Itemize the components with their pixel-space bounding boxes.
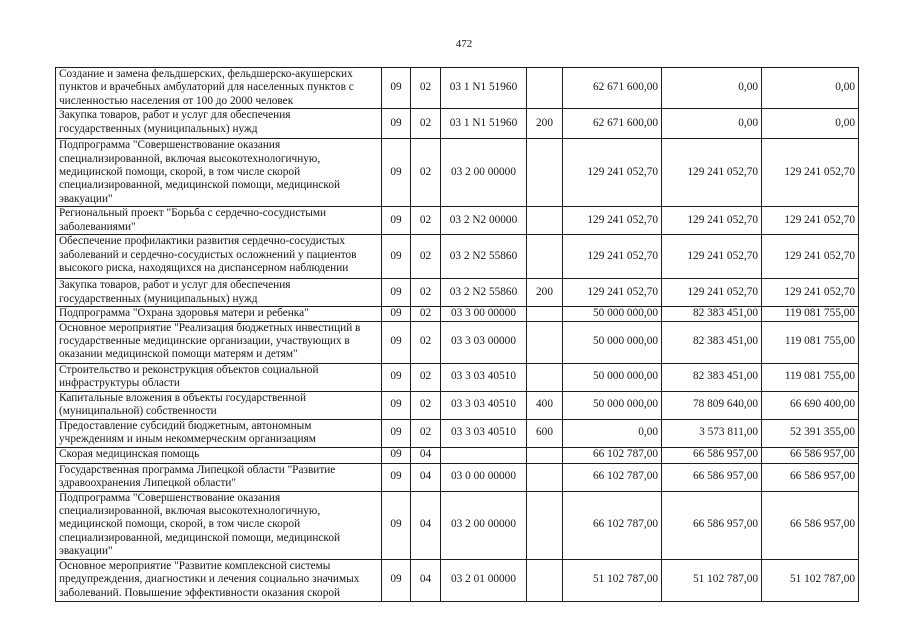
amount-column-1: 66 102 787,00 <box>563 447 662 463</box>
amount-column-3: 119 081 755,00 <box>762 307 859 321</box>
section-code: 09 <box>382 419 411 447</box>
table-row <box>56 207 859 235</box>
amount-column-3: 51 102 787,00 <box>762 559 859 601</box>
expense-type-code: 400 <box>527 391 563 419</box>
budget-table-body <box>56 68 859 602</box>
amount-column-1: 129 241 052,70 <box>563 235 662 279</box>
subsection-code: 04 <box>411 463 441 491</box>
amount-column-1: 62 671 600,00 <box>563 109 662 139</box>
amount-column-3: 66 690 400,00 <box>762 391 859 419</box>
amount-column-3: 52 391 355,00 <box>762 419 859 447</box>
subsection-code: 02 <box>411 363 441 391</box>
amount-column-3: 0,00 <box>762 109 859 139</box>
section-code: 09 <box>382 463 411 491</box>
row-description: Создание и замена фельдшерских, фельдшерско-акушерских пунктов и врачебных амбулаторий для населенных пунктов с численностью населения от 100 до 2000 человек <box>56 68 382 109</box>
section-code: 09 <box>382 109 411 139</box>
amount-column-2: 66 586 957,00 <box>662 447 762 463</box>
expense-type-code <box>527 68 563 109</box>
amount-column-1: 62 671 600,00 <box>563 68 662 109</box>
amount-column-2: 82 383 451,00 <box>662 307 762 321</box>
row-description: Предоставление субсидий бюджетным, автономным учреждениям и иным некоммерческим организациям <box>56 419 382 447</box>
budget-table <box>55 67 859 602</box>
row-description: Строительство и реконструкция объектов социальной инфраструктуры области <box>56 363 382 391</box>
target-article-code: 03 2 N2 55860 <box>441 279 527 307</box>
amount-column-2: 51 102 787,00 <box>662 559 762 601</box>
row-description: Подпрограмма "Совершенствование оказания специализированной, включая высокотехнологичную, медицинской помощи, скорой, в том числе скорой специализированной, медицинской помощи, медицинской эвакуации" <box>56 491 382 559</box>
table-row <box>56 307 859 321</box>
expense-type-code <box>527 447 563 463</box>
section-code: 09 <box>382 363 411 391</box>
table-row <box>56 109 859 139</box>
amount-column-2: 129 241 052,70 <box>662 279 762 307</box>
target-article-code: 03 3 03 00000 <box>441 321 527 363</box>
target-article-code: 03 3 00 00000 <box>441 307 527 321</box>
section-code: 09 <box>382 391 411 419</box>
section-code: 09 <box>382 139 411 207</box>
target-article-code: 03 2 01 00000 <box>441 559 527 601</box>
expense-type-code: 200 <box>527 279 563 307</box>
amount-column-2: 0,00 <box>662 68 762 109</box>
expense-type-code <box>527 321 563 363</box>
section-code: 09 <box>382 235 411 279</box>
target-article-code: 03 1 N1 51960 <box>441 68 527 109</box>
target-article-code: 03 2 00 00000 <box>441 491 527 559</box>
amount-column-1: 50 000 000,00 <box>563 391 662 419</box>
amount-column-3: 129 241 052,70 <box>762 139 859 207</box>
subsection-code: 04 <box>411 447 441 463</box>
expense-type-code <box>527 139 563 207</box>
target-article-code: 03 2 00 00000 <box>441 139 527 207</box>
row-description: Капитальные вложения в объекты государственной (муниципальной) собственности <box>56 391 382 419</box>
table-row <box>56 447 859 463</box>
amount-column-3: 129 241 052,70 <box>762 279 859 307</box>
row-description: Основное мероприятие "Развитие комплексной системы предупреждения, диагностики и лечения социально значимых заболеваний. Повышение эффективности оказания скорой <box>56 559 382 601</box>
amount-column-1: 66 102 787,00 <box>563 463 662 491</box>
subsection-code: 02 <box>411 235 441 279</box>
subsection-code: 02 <box>411 307 441 321</box>
section-code: 09 <box>382 321 411 363</box>
amount-column-3: 119 081 755,00 <box>762 321 859 363</box>
amount-column-1: 0,00 <box>563 419 662 447</box>
amount-column-3: 66 586 957,00 <box>762 491 859 559</box>
table-row <box>56 363 859 391</box>
amount-column-2: 129 241 052,70 <box>662 235 762 279</box>
amount-column-2: 129 241 052,70 <box>662 139 762 207</box>
row-description: Закупка товаров, работ и услуг для обеспечения государственных (муниципальных) нужд <box>56 109 382 139</box>
target-article-code: 03 1 N1 51960 <box>441 109 527 139</box>
amount-column-3: 0,00 <box>762 68 859 109</box>
amount-column-1: 50 000 000,00 <box>563 321 662 363</box>
subsection-code: 02 <box>411 419 441 447</box>
expense-type-code <box>527 491 563 559</box>
target-article-code: 03 2 N2 00000 <box>441 207 527 235</box>
amount-column-1: 66 102 787,00 <box>563 491 662 559</box>
row-description: Закупка товаров, работ и услуг для обеспечения государственных (муниципальных) нужд <box>56 279 382 307</box>
section-code: 09 <box>382 279 411 307</box>
amount-column-1: 129 241 052,70 <box>563 279 662 307</box>
amount-column-3: 66 586 957,00 <box>762 463 859 491</box>
expense-type-code: 200 <box>527 109 563 139</box>
table-row <box>56 491 859 559</box>
target-article-code: 03 3 03 40510 <box>441 363 527 391</box>
table-row <box>56 559 859 601</box>
table-row <box>56 139 859 207</box>
table-row <box>56 321 859 363</box>
row-description: Обеспечение профилактики развития сердечно-сосудистых заболеваний и сердечно-сосудистых осложнений у пациентов высокого риска, находящихся на диспансерном наблюдении <box>56 235 382 279</box>
amount-column-1: 129 241 052,70 <box>563 139 662 207</box>
subsection-code: 02 <box>411 279 441 307</box>
amount-column-2: 3 573 811,00 <box>662 419 762 447</box>
amount-column-3: 129 241 052,70 <box>762 207 859 235</box>
subsection-code: 02 <box>411 139 441 207</box>
table-row <box>56 391 859 419</box>
expense-type-code <box>527 559 563 601</box>
row-description: Подпрограмма "Совершенствование оказания специализированной, включая высокотехнологичную, медицинской помощи, скорой, в том числе скорой специализированной, медицинской помощи, медицинской эвакуации" <box>56 139 382 207</box>
subsection-code: 02 <box>411 109 441 139</box>
section-code: 09 <box>382 447 411 463</box>
amount-column-1: 51 102 787,00 <box>563 559 662 601</box>
row-description: Подпрограмма "Охрана здоровья матери и ребенка" <box>56 307 382 321</box>
amount-column-2: 66 586 957,00 <box>662 491 762 559</box>
target-article-code: 03 3 03 40510 <box>441 419 527 447</box>
subsection-code: 02 <box>411 207 441 235</box>
amount-column-2: 129 241 052,70 <box>662 207 762 235</box>
expense-type-code <box>527 363 563 391</box>
amount-column-1: 129 241 052,70 <box>563 207 662 235</box>
subsection-code: 02 <box>411 68 441 109</box>
table-row <box>56 463 859 491</box>
section-code: 09 <box>382 559 411 601</box>
amount-column-3: 119 081 755,00 <box>762 363 859 391</box>
row-description: Основное мероприятие "Реализация бюджетных инвестиций в государственные медицинские организации, участвующих в оказании медицинской помощи матерям и детям" <box>56 321 382 363</box>
amount-column-1: 50 000 000,00 <box>563 363 662 391</box>
target-article-code: 03 2 N2 55860 <box>441 235 527 279</box>
amount-column-2: 0,00 <box>662 109 762 139</box>
subsection-code: 02 <box>411 321 441 363</box>
expense-type-code <box>527 235 563 279</box>
target-article-code <box>441 447 527 463</box>
page-number: 472 <box>455 38 473 50</box>
amount-column-2: 66 586 957,00 <box>662 463 762 491</box>
row-description: Государственная программа Липецкой области "Развитие здравоохранения Липецкой области" <box>56 463 382 491</box>
table-row <box>56 235 859 279</box>
subsection-code: 04 <box>411 559 441 601</box>
expense-type-code: 600 <box>527 419 563 447</box>
amount-column-2: 82 383 451,00 <box>662 321 762 363</box>
subsection-code: 04 <box>411 491 441 559</box>
amount-column-1: 50 000 000,00 <box>563 307 662 321</box>
section-code: 09 <box>382 207 411 235</box>
amount-column-3: 129 241 052,70 <box>762 235 859 279</box>
expense-type-code <box>527 207 563 235</box>
section-code: 09 <box>382 68 411 109</box>
target-article-code: 03 3 03 40510 <box>441 391 527 419</box>
subsection-code: 02 <box>411 391 441 419</box>
table-row <box>56 419 859 447</box>
amount-column-2: 78 809 640,00 <box>662 391 762 419</box>
section-code: 09 <box>382 491 411 559</box>
amount-column-2: 82 383 451,00 <box>662 363 762 391</box>
expense-type-code <box>527 463 563 491</box>
target-article-code: 03 0 00 00000 <box>441 463 527 491</box>
row-description: Региональный проект "Борьба с сердечно-сосудистыми заболеваниями" <box>56 207 382 235</box>
table-row <box>56 68 859 109</box>
table-row <box>56 279 859 307</box>
row-description: Скорая медицинская помощь <box>56 447 382 463</box>
section-code: 09 <box>382 307 411 321</box>
expense-type-code <box>527 307 563 321</box>
amount-column-3: 66 586 957,00 <box>762 447 859 463</box>
